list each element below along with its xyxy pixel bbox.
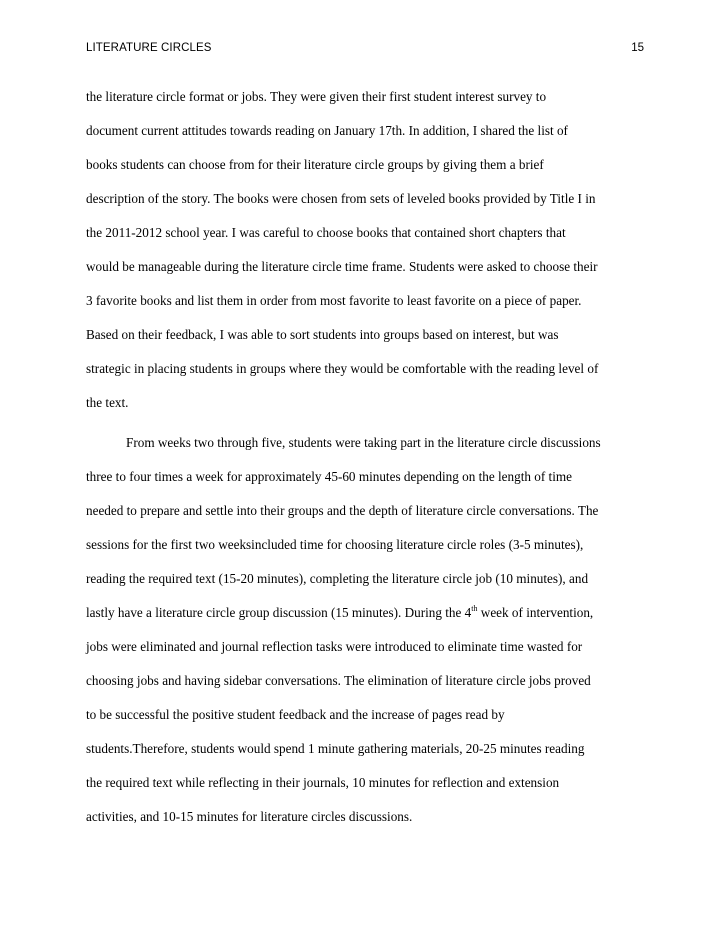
text-line: the 2011-2012 school year. I was careful to choose books that contained short chapters that — [86, 225, 566, 240]
text-line: activities, and 10-15 minutes for literature circles discussions. — [86, 809, 413, 824]
text-line: reading the required text (15-20 minutes), completing the literature circle job (10 minutes), and — [86, 571, 589, 586]
text-line-content: From weeks two through five, students were taking part in the literature circle discussions — [126, 435, 601, 450]
text-line: books students can choose from for their literature circle groups by giving them a brief — [86, 157, 544, 172]
text-line-indented — [86, 426, 648, 460]
text-line: the literature circle format or jobs. They were given their first student interest survey to — [86, 89, 547, 104]
text-line-superscript — [86, 596, 648, 630]
ordinal-superscript: th — [471, 604, 478, 613]
page-number: 15 — [631, 42, 644, 54]
text-line: 3 favorite books and list them in order from most favorite to least favorite on a piece of paper. — [86, 293, 582, 308]
text-line: choosing jobs and having sidebar conversations. The elimination of literature circle jobs proved — [86, 673, 591, 688]
text-before-sup: lastly have a literature circle group discussion (15 minutes). During the 4 — [86, 605, 472, 620]
text-line: document current attitudes towards reading on January 17th. In addition, I shared the list of — [86, 123, 568, 138]
text-line: Based on their feedback, I was able to sort students into groups based on interest, but was — [86, 327, 559, 342]
text-line: sessions for the first two weeksincluded time for choosing literature circle roles (3-5 minutes), — [86, 537, 584, 552]
text-line: would be manageable during the literature circle time frame. Students were asked to choose their — [86, 259, 598, 274]
text-line: strategic in placing students in groups where they would be comfortable with the reading level of — [86, 361, 599, 376]
text-line: jobs were eliminated and journal reflection tasks were introduced to eliminate time wasted for — [86, 639, 583, 654]
text-after-sup: week of intervention, — [477, 605, 594, 620]
text-line: needed to prepare and settle into their groups and the depth of literature circle conversations. The — [86, 503, 599, 518]
text-line: the text. — [86, 395, 129, 410]
running-head: LITERATURE CIRCLES — [86, 42, 212, 54]
body-text — [86, 80, 648, 834]
text-line: three to four times a week for approximately 45-60 minutes depending on the length of time — [86, 469, 572, 484]
text-line: the required text while reflecting in their journals, 10 minutes for reflection and extension — [86, 775, 560, 790]
text-line: description of the story. The books were chosen from sets of leveled books provided by Title I in — [86, 191, 596, 206]
paragraph-1 — [86, 80, 648, 420]
text-line: students.Therefore, students would spend 1 minute gathering materials, 20-25 minutes reading — [86, 741, 585, 756]
text-line: to be successful the positive student feedback and the increase of pages read by — [86, 707, 505, 722]
paragraph-2 — [86, 426, 648, 834]
